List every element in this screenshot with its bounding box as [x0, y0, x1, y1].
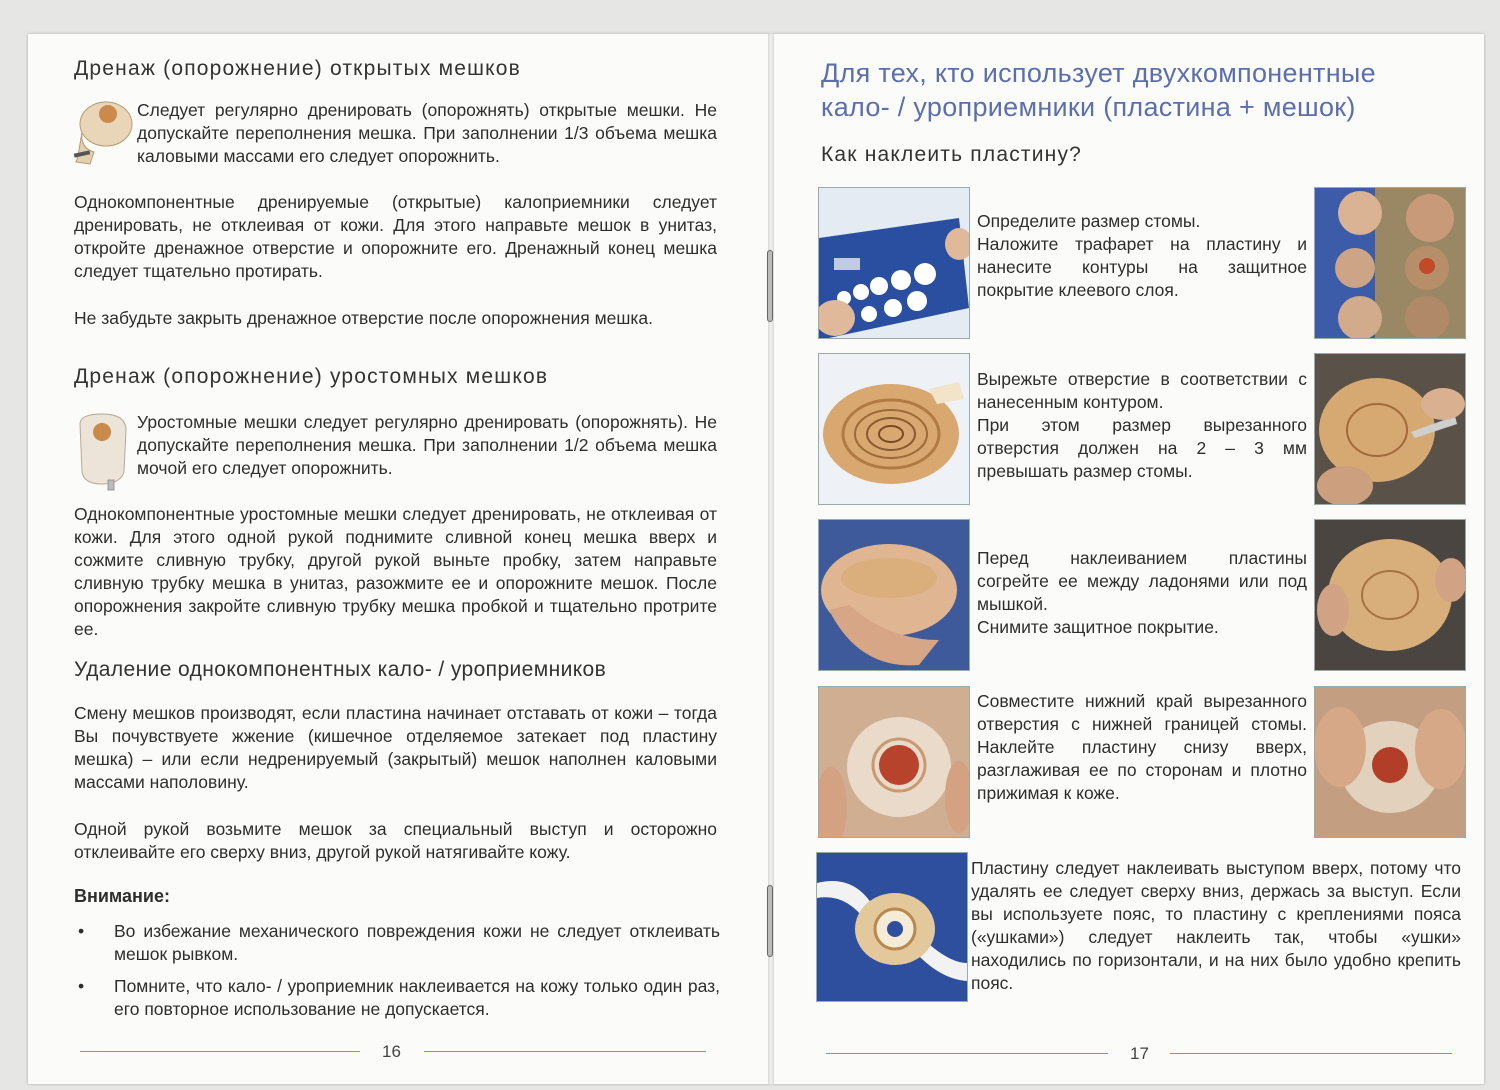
step-2-line-1: Вырежьте отверстие в соответствии с нанесенным контуром. [977, 369, 1307, 412]
footer-rule-left [826, 1053, 1108, 1054]
step-4-line-1: Совместите нижний край вырезанного отверстия с нижней границей стомы. Наклейте пластину снизу вверх, разглаживая ее по сторонам и плотно прижимая к коже. [977, 691, 1307, 803]
section-title-urostomy-bags: Дренаж (опорожнение) уростомных мешков [74, 365, 549, 388]
cutting-photo [1314, 353, 1466, 505]
step-4-text [977, 690, 1307, 805]
drainable-bag-icon [72, 96, 134, 168]
page-number-17: 17 [1130, 1044, 1149, 1063]
bullet-dot: • [78, 976, 85, 996]
page-title-line-1: Для тех, кто использует двухкомпонентные [821, 58, 1376, 88]
urostomy-bag-icon [72, 410, 134, 492]
attention-item-text: Помните, что кало- / уроприемник наклеивается на кожу только один раз, его повторное использование не допускается. [114, 976, 720, 1019]
step-1-text [977, 210, 1307, 302]
footer-rule-right [424, 1051, 706, 1052]
step-2-text [977, 368, 1307, 483]
step-1-line-2: Наложите трафарет на пластину и нанесите контуры на защитное покрытие клеевого слоя. [977, 234, 1307, 300]
press-flange-photo [1314, 686, 1466, 838]
step-5-line-1: Пластину следует наклеивать выступом вверх, потому что удалять ее следует сверху вниз, держась за выступ. Если вы используете пояс, то пластину с креплениями пояса («ушками») следует наклеить так, чтобы «ушки» находились по горизонтали, и на них было удобно крепить пояс. [971, 858, 1461, 993]
section-title-removal: Удаление однокомпонентных кало- / уроприемников [74, 658, 607, 681]
removal-paragraph-1: Смену мешков производят, если пластина начинает отставать от кожи – тогда Вы почувствуете жжение (кишечное отделяемое затекает под пластину мешка) – или если недренируемый (закрытый) мешок наполнен каловыми массами наполовину. [74, 703, 717, 792]
staple-bottom [767, 885, 773, 957]
page-number-16: 16 [382, 1042, 401, 1061]
step-1-line-1: Определите размер стомы. [977, 211, 1201, 231]
stencil-photo [818, 187, 970, 339]
footer-rule-right [1170, 1053, 1452, 1054]
page-subtitle: Как наклеить пластину? [821, 143, 1083, 166]
step-2-line-2: При этом размер вырезанного отверстия должен на 2 – 3 мм превышать размер стомы. [977, 415, 1307, 481]
apply-flange-photo [818, 686, 970, 838]
step-3-line-2: Снимите защитное покрытие. [977, 617, 1219, 637]
page-title-line-2: кало- / уроприемники (пластина + мешок) [821, 92, 1356, 122]
flange-photo [818, 353, 970, 505]
bullet-dot: • [78, 921, 85, 941]
urostomy-bags-paragraph-1: Однокомпонентные уростомные мешки следует дренировать, не отклеивая от кожи. Для этого одной рукой поднимите сливной конец мешка вверх и сожмите сливную трубку, другой рукой выньте пробку, затем направьте сливную трубку мешка в унитаз, разожмите ее и опорожните мешок. После опорожнения закройте сливную трубку мешка пробкой и тщательно протрите ее. [74, 504, 717, 639]
stoma-guide-photo [1314, 187, 1466, 339]
section-title-open-bags: Дренаж (опорожнение) открытых мешков [74, 57, 522, 80]
attention-item-text: Во избежание механического повреждения кожи не следует отклеивать мешок рывком. [114, 921, 720, 964]
attention-item [78, 920, 720, 966]
open-bags-paragraph-2: Не забудьте закрыть дренажное отверстие после опорожнения мешка. [74, 308, 654, 328]
step-3-line-1: Перед наклеиванием пластины согрейте ее между ладонями или под мышкой. [977, 548, 1307, 614]
attention-title: Внимание: [74, 886, 170, 906]
staple-top [767, 250, 773, 322]
removal-paragraph-2: Одной рукой возьмите мешок за специальный выступ и осторожно отклеивайте его сверху вниз, другой рукой натягивайте кожу. [74, 819, 717, 862]
open-bags-paragraph-1: Однокомпонентные дренируемые (открытые) калоприемники следует дренировать, не отклеивая от кожи. Для этого направьте мешок в унитаз, откройте дренажное отверстие и опорожните его. Дренажный конец мешка следует тщательно протирать. [74, 192, 717, 281]
peel-cover-photo [1314, 519, 1466, 671]
step-5-text [971, 857, 1461, 995]
footer-rule-left [80, 1051, 360, 1052]
belt-flange-photo [816, 852, 968, 1002]
open-bags-intro: Следует регулярно дренировать (опорожнять) открытые мешки. Не допускайте переполнения мешка. При заполнении 1/3 объема мешка каловыми массами его следует опорожнить. [137, 100, 717, 166]
warming-hands-photo [818, 519, 970, 671]
urostomy-bags-intro: Уростомные мешки следует регулярно дренировать (опорожнять). Не допускайте переполнения мешка. При заполнении 1/2 объема мешка мочой его следует опорожнить. [137, 412, 717, 478]
step-3-text [977, 547, 1307, 639]
attention-item [78, 975, 720, 1021]
